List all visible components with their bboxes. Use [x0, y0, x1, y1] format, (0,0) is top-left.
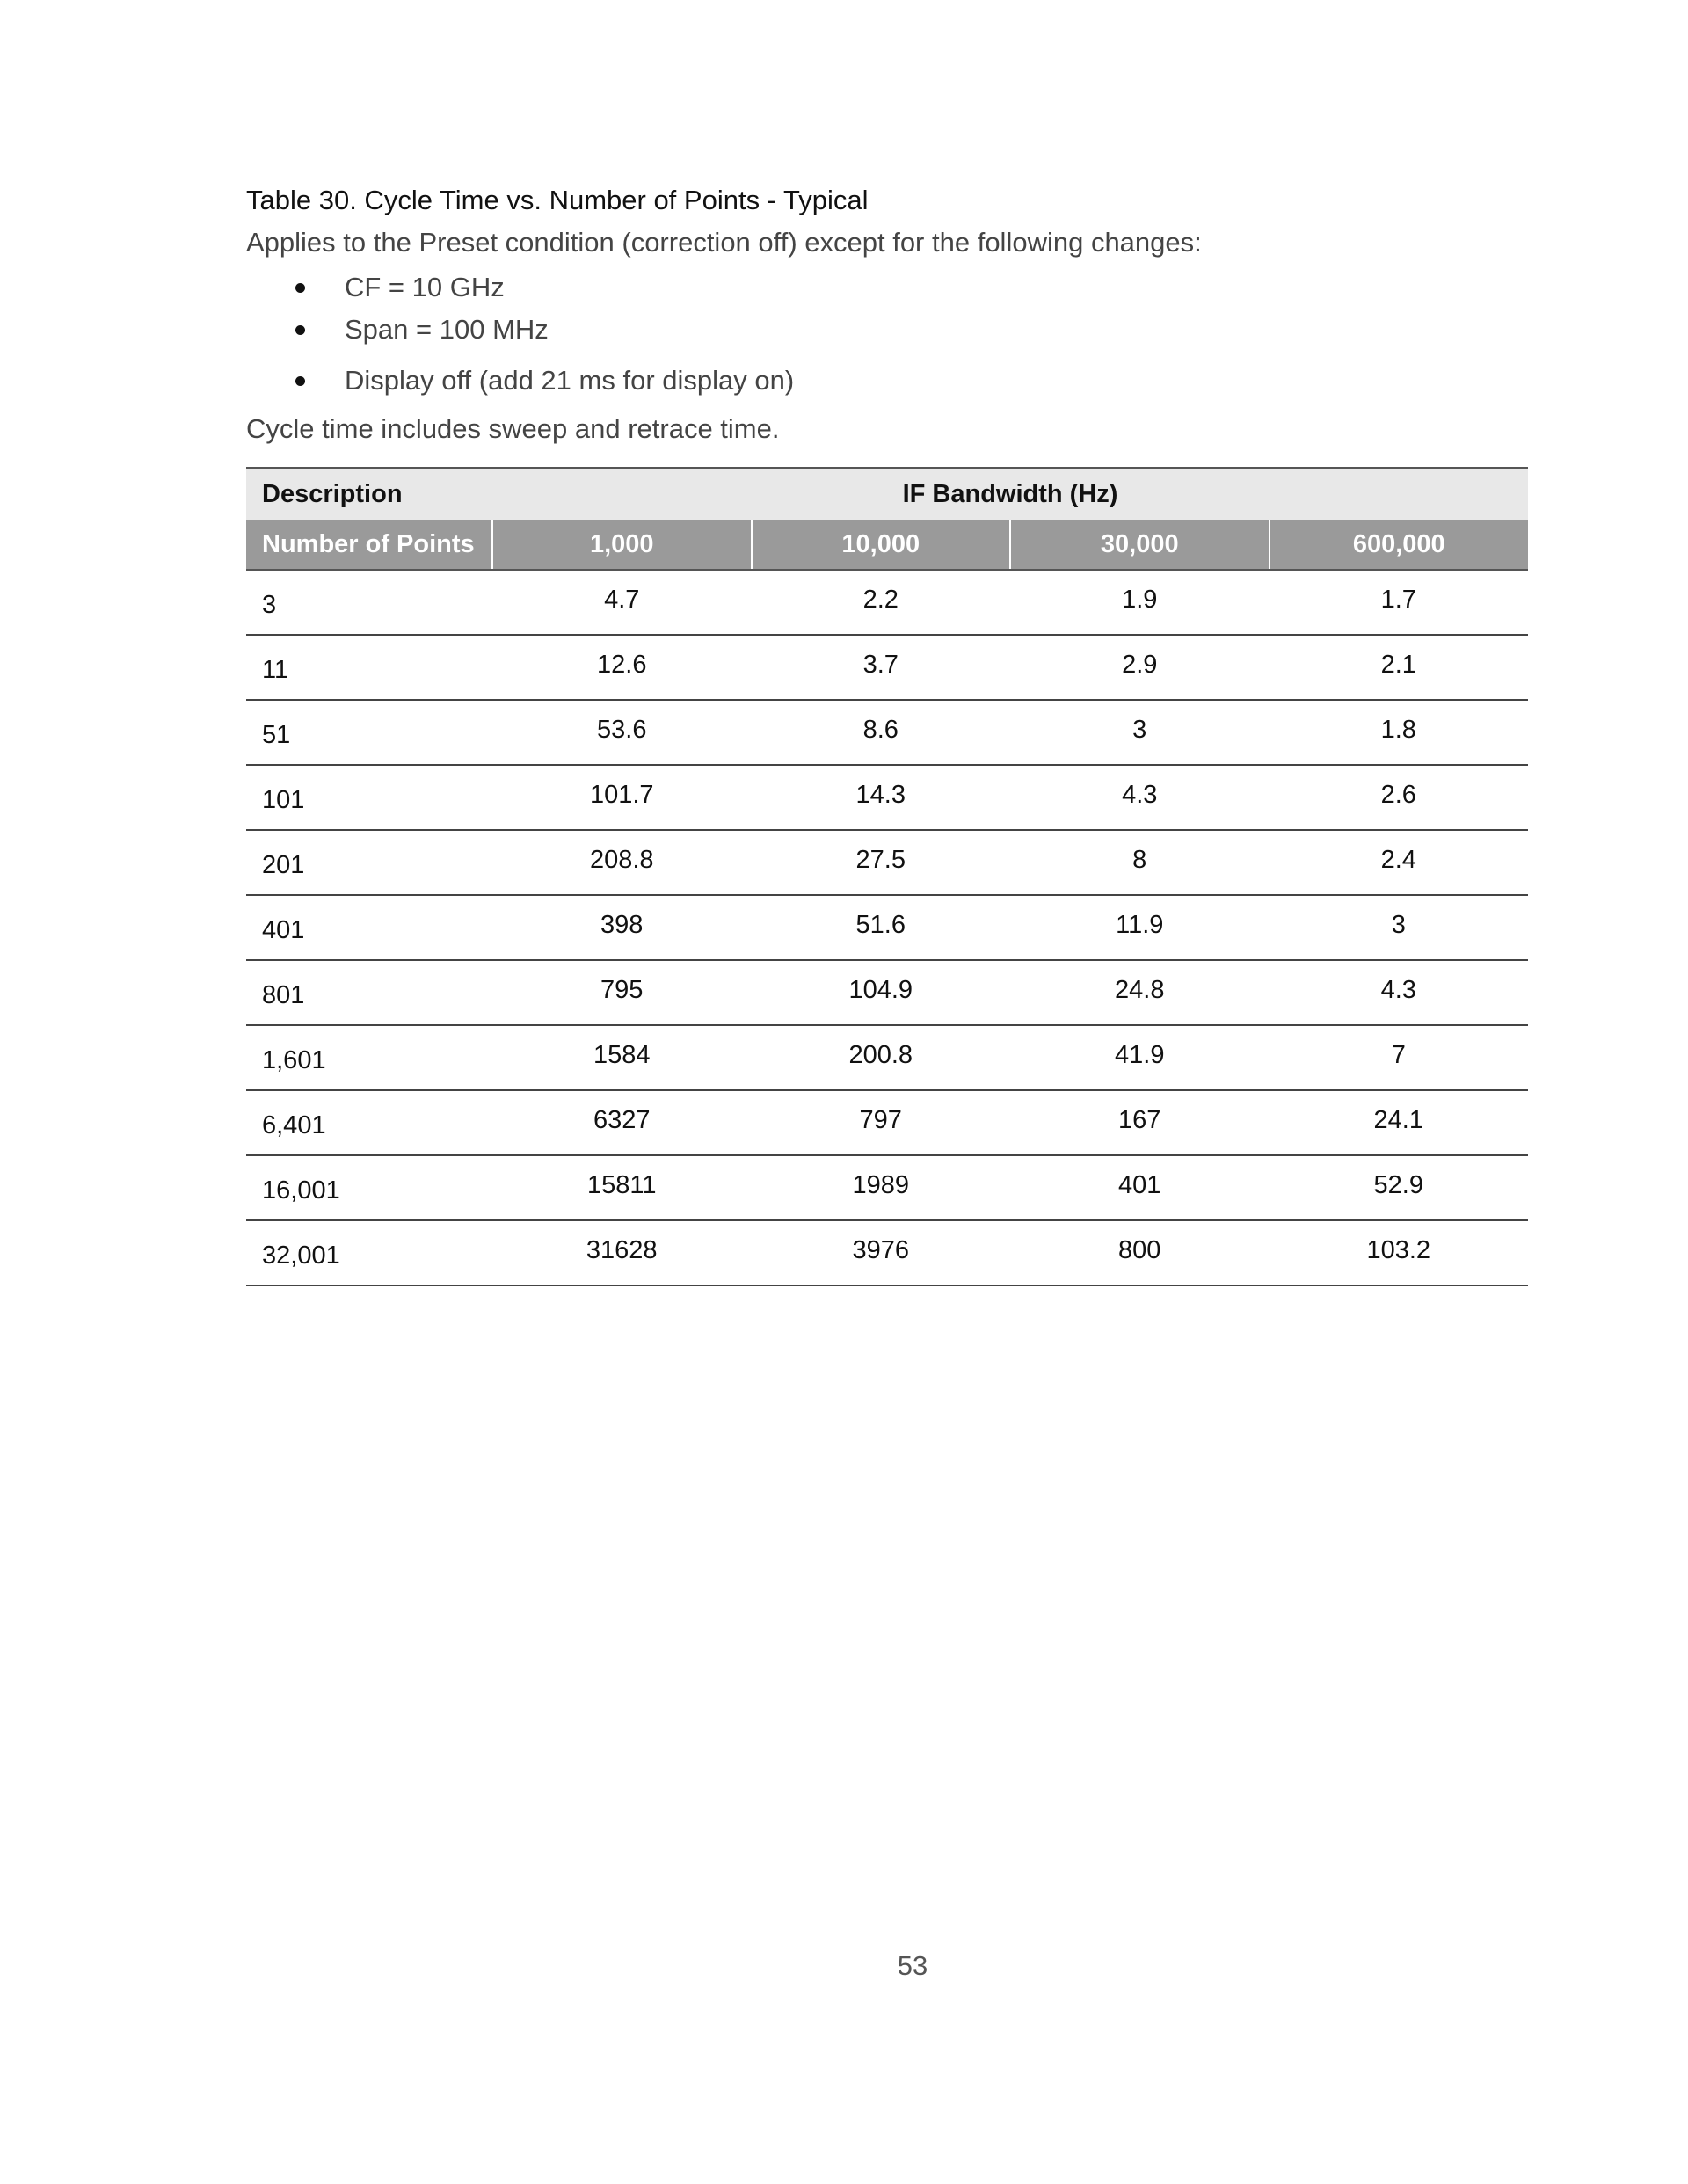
- cell-cycle-time: 1.8: [1270, 700, 1529, 765]
- cell-cycle-time: 52.9: [1270, 1155, 1529, 1220]
- table-row: [246, 1155, 1528, 1220]
- table-row: [246, 570, 1528, 635]
- cell-number-of-points: 401: [246, 895, 492, 960]
- bullet-icon: [295, 376, 305, 386]
- cell-cycle-time: 2.2: [752, 570, 1011, 635]
- table-row: [246, 635, 1528, 700]
- cell-cycle-time: 208.8: [492, 830, 752, 895]
- cell-cycle-time: 4.3: [1270, 960, 1529, 1025]
- intro-text: Applies to the Preset condition (correction off) except for the following changes:: [246, 227, 1202, 258]
- cell-cycle-time: 41.9: [1010, 1025, 1270, 1090]
- cell-cycle-time: 103.2: [1270, 1220, 1529, 1285]
- cell-cycle-time: 795: [492, 960, 752, 1025]
- cell-cycle-time: 31628: [492, 1220, 752, 1285]
- table-row: [246, 765, 1528, 830]
- table-subheader-row: [246, 520, 1528, 570]
- table-header-row: [246, 468, 1528, 520]
- cell-cycle-time: 101.7: [492, 765, 752, 830]
- cycle-time-table: [246, 467, 1528, 1286]
- cell-cycle-time: 2.1: [1270, 635, 1529, 700]
- cell-cycle-time: 200.8: [752, 1025, 1011, 1090]
- cell-cycle-time: 14.3: [752, 765, 1011, 830]
- cell-cycle-time: 2.9: [1010, 635, 1270, 700]
- cell-number-of-points: 51: [246, 700, 492, 765]
- cell-number-of-points: 16,001: [246, 1155, 492, 1220]
- list-item: [246, 266, 1528, 309]
- cell-cycle-time: 11.9: [1010, 895, 1270, 960]
- table-row: [246, 1025, 1528, 1090]
- cell-cycle-time: 12.6: [492, 635, 752, 700]
- header-description: Description: [246, 468, 492, 520]
- cell-cycle-time: 15811: [492, 1155, 752, 1220]
- cell-cycle-time: 7: [1270, 1025, 1529, 1090]
- page-content: [246, 180, 1528, 1286]
- cell-cycle-time: 4.7: [492, 570, 752, 635]
- table-row: [246, 1220, 1528, 1285]
- header-column: 10,000: [752, 520, 1011, 570]
- header-column: 30,000: [1010, 520, 1270, 570]
- table-row: [246, 700, 1528, 765]
- list-item-text: CF = 10 GHz: [345, 272, 505, 302]
- cell-number-of-points: 801: [246, 960, 492, 1025]
- cell-cycle-time: 51.6: [752, 895, 1011, 960]
- cell-cycle-time: 167: [1010, 1090, 1270, 1155]
- bullet-icon: [295, 283, 305, 293]
- table-row: [246, 960, 1528, 1025]
- cell-cycle-time: 3976: [752, 1220, 1011, 1285]
- header-column: 600,000: [1270, 520, 1529, 570]
- header-number-of-points: Number of Points: [246, 520, 492, 570]
- note-text: Cycle time includes sweep and retrace time.: [246, 413, 780, 444]
- cell-cycle-time: 1.7: [1270, 570, 1529, 635]
- header-column: 1,000: [492, 520, 752, 570]
- cell-number-of-points: 11: [246, 635, 492, 700]
- cell-cycle-time: 24.8: [1010, 960, 1270, 1025]
- cell-cycle-time: 53.6: [492, 700, 752, 765]
- conditions-list: [246, 266, 1528, 402]
- table-body: [246, 570, 1528, 1285]
- cell-cycle-time: 27.5: [752, 830, 1011, 895]
- cell-cycle-time: 3: [1010, 700, 1270, 765]
- list-item: [246, 309, 1528, 351]
- cell-cycle-time: 800: [1010, 1220, 1270, 1285]
- cell-cycle-time: 2.4: [1270, 830, 1529, 895]
- cell-cycle-time: 3: [1270, 895, 1529, 960]
- cell-number-of-points: 6,401: [246, 1090, 492, 1155]
- cell-cycle-time: 8: [1010, 830, 1270, 895]
- cell-number-of-points: 3: [246, 570, 492, 635]
- cell-cycle-time: 797: [752, 1090, 1011, 1155]
- cell-cycle-time: 1584: [492, 1025, 752, 1090]
- cell-number-of-points: 201: [246, 830, 492, 895]
- list-item-text: Display off (add 21 ms for display on): [345, 365, 795, 396]
- table-row: [246, 830, 1528, 895]
- cell-cycle-time: 24.1: [1270, 1090, 1529, 1155]
- page-number: 53: [897, 1950, 928, 1981]
- cell-number-of-points: 101: [246, 765, 492, 830]
- table-row: [246, 895, 1528, 960]
- cell-cycle-time: 401: [1010, 1155, 1270, 1220]
- cell-number-of-points: 1,601: [246, 1025, 492, 1090]
- cell-cycle-time: 104.9: [752, 960, 1011, 1025]
- table-caption: Table 30. Cycle Time vs. Number of Points - Typical: [246, 185, 869, 215]
- header-if-bandwidth: IF Bandwidth (Hz): [492, 468, 1528, 520]
- cell-cycle-time: 398: [492, 895, 752, 960]
- list-item-text: Span = 100 MHz: [345, 314, 549, 345]
- cell-number-of-points: 32,001: [246, 1220, 492, 1285]
- cell-cycle-time: 6327: [492, 1090, 752, 1155]
- bullet-icon: [295, 325, 305, 335]
- cell-cycle-time: 1989: [752, 1155, 1011, 1220]
- cell-cycle-time: 2.6: [1270, 765, 1529, 830]
- cell-cycle-time: 4.3: [1010, 765, 1270, 830]
- table-row: [246, 1090, 1528, 1155]
- cell-cycle-time: 3.7: [752, 635, 1011, 700]
- list-item: [246, 360, 1528, 402]
- cell-cycle-time: 1.9: [1010, 570, 1270, 635]
- cell-cycle-time: 8.6: [752, 700, 1011, 765]
